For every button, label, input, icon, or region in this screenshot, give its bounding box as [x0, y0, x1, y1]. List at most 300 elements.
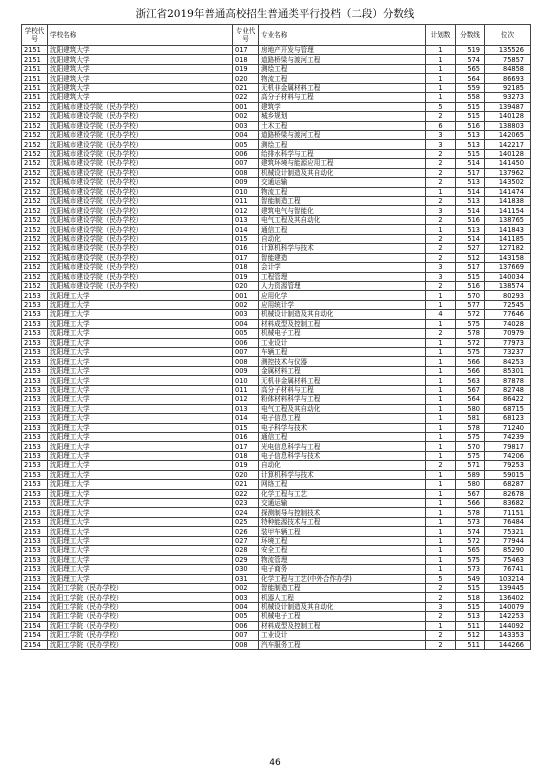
rank-cell: 142253 — [485, 612, 531, 621]
plan-count-cell: 1 — [426, 565, 456, 574]
table-row — [22, 432, 531, 441]
score-cell: 559 — [456, 83, 485, 92]
plan-count-cell: 1 — [426, 621, 456, 630]
major-code-cell: 018 — [233, 263, 259, 272]
major-name-cell: 工业设计 — [259, 631, 426, 640]
rank-cell: 74206 — [485, 451, 531, 460]
school-name-cell: 沈阳城市建设学院（民办学校） — [48, 130, 233, 139]
score-cell: 581 — [456, 414, 485, 423]
school-name-cell: 沈阳理工大学 — [48, 517, 233, 526]
rank-cell: 85301 — [485, 366, 531, 375]
page-number: 46 — [269, 758, 281, 768]
major-name-cell: 高分子材料与工程 — [259, 385, 426, 394]
major-code-cell: 006 — [233, 149, 259, 158]
major-code-cell: 008 — [233, 168, 259, 177]
major-name-cell: 土木工程 — [259, 121, 426, 130]
score-cell: 578 — [456, 423, 485, 432]
school-name-cell: 沈阳理工大学 — [48, 291, 233, 300]
school-name-cell: 沈阳城市建设学院（民办学校） — [48, 281, 233, 290]
table-row — [22, 272, 531, 281]
major-code-cell: 017 — [233, 442, 259, 451]
school-name-cell: 沈阳城市建设学院（民办学校） — [48, 121, 233, 130]
plan-count-cell: 1 — [426, 300, 456, 309]
score-cell: 570 — [456, 291, 485, 300]
score-cell: 575 — [456, 319, 485, 328]
major-code-cell: 022 — [233, 489, 259, 498]
major-code-cell: 026 — [233, 527, 259, 536]
table-row — [22, 555, 531, 564]
plan-count-cell: 1 — [426, 225, 456, 234]
major-code-cell: 004 — [233, 602, 259, 611]
school-name-cell: 沈阳理工大学 — [48, 442, 233, 451]
score-cell: 574 — [456, 55, 485, 64]
major-code-cell: 004 — [233, 130, 259, 139]
major-name-cell: 通信工程 — [259, 225, 426, 234]
school-code-cell: 2151 — [22, 64, 48, 73]
school-name-cell: 沈阳工学院（民办学校） — [48, 631, 233, 640]
rank-cell: 144092 — [485, 621, 531, 630]
score-cell: 580 — [456, 404, 485, 413]
table-row — [22, 423, 531, 432]
score-cell: 563 — [456, 376, 485, 385]
school-code-cell: 2153 — [22, 329, 48, 338]
rank-cell: 138803 — [485, 121, 531, 130]
major-name-cell: 金属材料工程 — [259, 366, 426, 375]
major-name-cell: 机械电子工程 — [259, 329, 426, 338]
school-name-cell: 沈阳理工大学 — [48, 574, 233, 583]
table-row — [22, 583, 531, 592]
table-row — [22, 168, 531, 177]
school-name-cell: 沈阳城市建设学院（民办学校） — [48, 102, 233, 111]
school-code-cell: 2153 — [22, 527, 48, 536]
school-code-cell: 2152 — [22, 102, 48, 111]
major-code-cell: 002 — [233, 112, 259, 121]
table-row — [22, 234, 531, 243]
major-name-cell: 应用化学 — [259, 291, 426, 300]
score-cell: 511 — [456, 640, 485, 649]
major-name-cell: 电子信息工程 — [259, 414, 426, 423]
plan-count-cell: 1 — [426, 55, 456, 64]
major-name-cell: 汽车服务工程 — [259, 640, 426, 649]
school-name-cell: 沈阳理工大学 — [48, 527, 233, 536]
plan-count-cell: 1 — [426, 385, 456, 394]
table-row — [22, 130, 531, 139]
school-name-cell: 沈阳理工大学 — [48, 451, 233, 460]
plan-count-cell: 1 — [426, 348, 456, 357]
major-code-cell: 006 — [233, 338, 259, 347]
school-code-cell: 2152 — [22, 206, 48, 215]
plan-count-cell: 1 — [426, 527, 456, 536]
plan-count-cell: 1 — [426, 187, 456, 196]
score-cell: 578 — [456, 329, 485, 338]
school-name-cell: 沈阳建筑大学 — [48, 74, 233, 83]
plan-count-cell: 2 — [426, 178, 456, 187]
major-code-cell: 021 — [233, 83, 259, 92]
table-row — [22, 121, 531, 130]
rank-cell: 71151 — [485, 508, 531, 517]
rank-cell: 141450 — [485, 159, 531, 168]
major-code-cell: 012 — [233, 395, 259, 404]
major-name-cell: 通信工程 — [259, 432, 426, 441]
major-code-cell: 010 — [233, 187, 259, 196]
rank-cell: 140034 — [485, 272, 531, 281]
plan-count-cell: 3 — [426, 206, 456, 215]
major-code-cell: 005 — [233, 612, 259, 621]
school-name-cell: 沈阳理工大学 — [48, 499, 233, 508]
major-name-cell: 智能制造工程 — [259, 583, 426, 592]
table-row — [22, 546, 531, 555]
plan-count-cell: 2 — [426, 244, 456, 253]
school-name-cell: 沈阳工学院（民办学校） — [48, 602, 233, 611]
table-row — [22, 631, 531, 640]
school-code-cell: 2153 — [22, 555, 48, 564]
plan-count-cell: 2 — [426, 215, 456, 224]
school-code-cell: 2153 — [22, 404, 48, 413]
school-name-cell: 沈阳城市建设学院（民办学校） — [48, 187, 233, 196]
plan-count-cell: 3 — [426, 602, 456, 611]
plan-count-cell: 1 — [426, 74, 456, 83]
school-code-cell: 2153 — [22, 536, 48, 545]
major-code-cell: 015 — [233, 234, 259, 243]
school-name-cell: 沈阳城市建设学院（民办学校） — [48, 140, 233, 149]
school-name-cell: 沈阳建筑大学 — [48, 46, 233, 55]
school-code-cell: 2152 — [22, 187, 48, 196]
major-code-cell: 006 — [233, 621, 259, 630]
score-cell: 513 — [456, 178, 485, 187]
school-code-cell: 2153 — [22, 338, 48, 347]
rank-cell: 93273 — [485, 93, 531, 102]
school-code-cell: 2154 — [22, 602, 48, 611]
plan-count-cell: 2 — [426, 159, 456, 168]
score-cell: 515 — [456, 102, 485, 111]
school-code-cell: 2151 — [22, 55, 48, 64]
major-code-cell: 017 — [233, 253, 259, 262]
plan-count-cell: 1 — [426, 414, 456, 423]
major-code-cell: 015 — [233, 423, 259, 432]
major-code-cell: 009 — [233, 366, 259, 375]
major-name-cell: 智能制造工程 — [259, 197, 426, 206]
table-row — [22, 508, 531, 517]
plan-count-cell: 2 — [426, 281, 456, 290]
major-name-cell: 装甲车辆工程 — [259, 527, 426, 536]
table-row — [22, 338, 531, 347]
score-cell: 575 — [456, 432, 485, 441]
school-code-cell: 2153 — [22, 366, 48, 375]
rank-cell: 74028 — [485, 319, 531, 328]
school-name-cell: 沈阳理工大学 — [48, 376, 233, 385]
score-cell: 577 — [456, 300, 485, 309]
major-name-cell: 自动化 — [259, 461, 426, 470]
school-code-cell: 2154 — [22, 621, 48, 630]
school-code-cell: 2153 — [22, 461, 48, 470]
major-name-cell: 应用统计学 — [259, 300, 426, 309]
rank-cell: 80293 — [485, 291, 531, 300]
table-row — [22, 414, 531, 423]
major-code-cell: 021 — [233, 480, 259, 489]
plan-count-cell: 1 — [426, 508, 456, 517]
school-code-cell: 2153 — [22, 565, 48, 574]
score-cell: 567 — [456, 385, 485, 394]
plan-count-cell: 2 — [426, 329, 456, 338]
major-code-cell: 012 — [233, 206, 259, 215]
table-row — [22, 640, 531, 649]
table-row — [22, 187, 531, 196]
major-name-cell: 安全工程 — [259, 546, 426, 555]
score-table — [21, 24, 531, 650]
school-name-cell: 沈阳理工大学 — [48, 480, 233, 489]
school-name-cell: 沈阳城市建设学院（民办学校） — [48, 253, 233, 262]
table-row — [22, 602, 531, 611]
score-cell: 566 — [456, 499, 485, 508]
table-row — [22, 310, 531, 319]
school-code-cell: 2153 — [22, 423, 48, 432]
plan-count-cell: 6 — [426, 121, 456, 130]
table-row — [22, 300, 531, 309]
major-code-cell: 014 — [233, 414, 259, 423]
major-code-cell: 017 — [233, 46, 259, 55]
major-code-cell: 014 — [233, 225, 259, 234]
rank-cell: 76484 — [485, 517, 531, 526]
school-code-cell: 2153 — [22, 300, 48, 309]
school-code-cell: 2153 — [22, 546, 48, 555]
score-cell: 513 — [456, 225, 485, 234]
school-code-cell: 2152 — [22, 130, 48, 139]
school-name-cell: 沈阳理工大学 — [48, 404, 233, 413]
school-name-cell: 沈阳理工大学 — [48, 555, 233, 564]
school-code-cell: 2153 — [22, 451, 48, 460]
school-code-cell: 2153 — [22, 432, 48, 441]
plan-count-cell: 5 — [426, 102, 456, 111]
rank-cell: 70979 — [485, 329, 531, 338]
school-name-cell: 沈阳理工大学 — [48, 385, 233, 394]
rank-cell: 73237 — [485, 348, 531, 357]
major-name-cell: 道路桥梁与渡河工程 — [259, 130, 426, 139]
school-name-cell: 沈阳城市建设学院（民办学校） — [48, 215, 233, 224]
rank-cell: 143158 — [485, 253, 531, 262]
school-code-cell: 2153 — [22, 574, 48, 583]
major-code-cell: 005 — [233, 329, 259, 338]
plan-count-cell: 2 — [426, 234, 456, 243]
school-name-cell: 沈阳工学院（民办学校） — [48, 640, 233, 649]
table-row — [22, 329, 531, 338]
major-code-cell: 005 — [233, 140, 259, 149]
plan-count-cell: 4 — [426, 310, 456, 319]
school-name-cell: 沈阳城市建设学院（民办学校） — [48, 178, 233, 187]
school-code-cell: 2152 — [22, 178, 48, 187]
school-code-cell: 2153 — [22, 291, 48, 300]
major-code-cell: 023 — [233, 499, 259, 508]
plan-count-cell: 2 — [426, 168, 456, 177]
major-name-cell: 房地产开发与管理 — [259, 46, 426, 55]
school-name-cell: 沈阳城市建设学院（民办学校） — [48, 263, 233, 272]
major-name-cell: 无机非金属材料工程 — [259, 376, 426, 385]
school-name-cell: 沈阳建筑大学 — [48, 64, 233, 73]
rank-cell: 75463 — [485, 555, 531, 564]
major-name-cell: 电子商务 — [259, 565, 426, 574]
score-cell: 565 — [456, 64, 485, 73]
major-code-cell: 031 — [233, 574, 259, 583]
plan-count-cell: 1 — [426, 432, 456, 441]
major-name-cell: 特种能源技术与工程 — [259, 517, 426, 526]
plan-count-cell: 1 — [426, 499, 456, 508]
score-cell: 515 — [456, 583, 485, 592]
score-cell: 514 — [456, 187, 485, 196]
rank-cell: 137669 — [485, 263, 531, 272]
major-name-cell: 光电信息科学与工程 — [259, 442, 426, 451]
school-name-cell: 沈阳城市建设学院（民办学校） — [48, 272, 233, 281]
table-row — [22, 102, 531, 111]
header-score: 分数线 — [456, 25, 485, 46]
table-row — [22, 499, 531, 508]
school-code-cell: 2153 — [22, 357, 48, 366]
major-code-cell: 013 — [233, 215, 259, 224]
score-cell: 516 — [456, 281, 485, 290]
plan-count-cell: 1 — [426, 480, 456, 489]
school-code-cell: 2152 — [22, 263, 48, 272]
major-code-cell: 024 — [233, 508, 259, 517]
major-code-cell: 020 — [233, 74, 259, 83]
major-name-cell: 测绘工程 — [259, 64, 426, 73]
school-name-cell: 沈阳理工大学 — [48, 432, 233, 441]
school-name-cell: 沈阳理工大学 — [48, 565, 233, 574]
major-name-cell: 环境工程 — [259, 536, 426, 545]
table-row — [22, 470, 531, 479]
school-name-cell: 沈阳工学院（民办学校） — [48, 612, 233, 621]
table-row — [22, 140, 531, 149]
school-code-cell: 2152 — [22, 159, 48, 168]
rank-cell: 141474 — [485, 187, 531, 196]
score-cell: 572 — [456, 338, 485, 347]
major-name-cell: 自动化 — [259, 234, 426, 243]
plan-count-cell: 3 — [426, 272, 456, 281]
school-code-cell: 2153 — [22, 508, 48, 517]
rank-cell: 77973 — [485, 338, 531, 347]
plan-count-cell: 2 — [426, 112, 456, 121]
rank-cell: 75857 — [485, 55, 531, 64]
table-row — [22, 74, 531, 83]
major-code-cell: 010 — [233, 376, 259, 385]
plan-count-cell: 1 — [426, 376, 456, 385]
rank-cell: 141843 — [485, 225, 531, 234]
plan-count-cell: 1 — [426, 83, 456, 92]
school-name-cell: 沈阳理工大学 — [48, 461, 233, 470]
score-cell: 565 — [456, 546, 485, 555]
score-cell: 514 — [456, 206, 485, 215]
plan-count-cell: 3 — [426, 140, 456, 149]
major-code-cell: 007 — [233, 631, 259, 640]
rank-cell: 135526 — [485, 46, 531, 55]
major-code-cell: 025 — [233, 517, 259, 526]
school-code-cell: 2153 — [22, 395, 48, 404]
header-rank: 位次 — [485, 25, 531, 46]
school-code-cell: 2152 — [22, 281, 48, 290]
table-row — [22, 517, 531, 526]
school-code-cell: 2154 — [22, 583, 48, 592]
school-code-cell: 2152 — [22, 168, 48, 177]
major-name-cell: 城乡规划 — [259, 112, 426, 121]
table-row — [22, 527, 531, 536]
major-name-cell: 材料成型及控制工程 — [259, 319, 426, 328]
table-row — [22, 442, 531, 451]
table-row — [22, 64, 531, 73]
rank-cell: 141185 — [485, 234, 531, 243]
major-name-cell: 交通运输 — [259, 178, 426, 187]
major-name-cell: 机械电子工程 — [259, 612, 426, 621]
score-cell: 575 — [456, 555, 485, 564]
plan-count-cell: 5 — [426, 574, 456, 583]
major-name-cell: 计算机科学与技术 — [259, 244, 426, 253]
table-row — [22, 253, 531, 262]
table-row — [22, 536, 531, 545]
school-code-cell: 2154 — [22, 631, 48, 640]
major-code-cell: 019 — [233, 64, 259, 73]
rank-cell: 75321 — [485, 527, 531, 536]
school-name-cell: 沈阳理工大学 — [48, 395, 233, 404]
plan-count-cell: 1 — [426, 423, 456, 432]
rank-cell: 87878 — [485, 376, 531, 385]
school-code-cell: 2152 — [22, 253, 48, 262]
rank-cell: 140128 — [485, 112, 531, 121]
page-title: 浙江省2019年普通高校招生普通类平行投档（二段）分数线 — [135, 8, 415, 20]
major-name-cell: 给排水科学与工程 — [259, 149, 426, 158]
major-name-cell: 建筑学 — [259, 102, 426, 111]
score-cell: 511 — [456, 621, 485, 630]
table-row — [22, 46, 531, 55]
score-cell: 573 — [456, 565, 485, 574]
school-code-cell: 2153 — [22, 348, 48, 357]
plan-count-cell: 2 — [426, 253, 456, 262]
rank-cell: 86422 — [485, 395, 531, 404]
rank-cell: 74239 — [485, 432, 531, 441]
rank-cell: 84253 — [485, 357, 531, 366]
major-code-cell: 002 — [233, 300, 259, 309]
major-code-cell: 009 — [233, 178, 259, 187]
rank-cell: 138574 — [485, 281, 531, 290]
rank-cell: 84858 — [485, 64, 531, 73]
rank-cell: 68287 — [485, 480, 531, 489]
plan-count-cell: 1 — [426, 338, 456, 347]
school-code-cell: 2154 — [22, 640, 48, 649]
table-row — [22, 621, 531, 630]
school-code-cell: 2153 — [22, 489, 48, 498]
table-row — [22, 480, 531, 489]
rank-cell: 82748 — [485, 385, 531, 394]
plan-count-cell: 1 — [426, 489, 456, 498]
score-cell: 518 — [456, 593, 485, 602]
major-name-cell: 机械设计制造及其自动化 — [259, 602, 426, 611]
school-name-cell: 沈阳理工大学 — [48, 489, 233, 498]
major-code-cell: 018 — [233, 451, 259, 460]
table-row — [22, 376, 531, 385]
major-code-cell: 019 — [233, 272, 259, 281]
header-school-code: 学校代号 — [22, 25, 48, 46]
score-cell: 572 — [456, 536, 485, 545]
major-name-cell: 化学工程与工艺 — [259, 489, 426, 498]
major-name-cell: 物流工程 — [259, 74, 426, 83]
school-code-cell: 2152 — [22, 112, 48, 121]
table-body — [22, 46, 531, 650]
table-row — [22, 225, 531, 234]
major-code-cell: 016 — [233, 432, 259, 441]
rank-cell: 138765 — [485, 215, 531, 224]
table-row — [22, 83, 531, 92]
major-code-cell: 030 — [233, 565, 259, 574]
major-code-cell: 002 — [233, 583, 259, 592]
school-code-cell: 2153 — [22, 517, 48, 526]
table-row — [22, 461, 531, 470]
score-cell: 575 — [456, 348, 485, 357]
score-cell: 516 — [456, 215, 485, 224]
